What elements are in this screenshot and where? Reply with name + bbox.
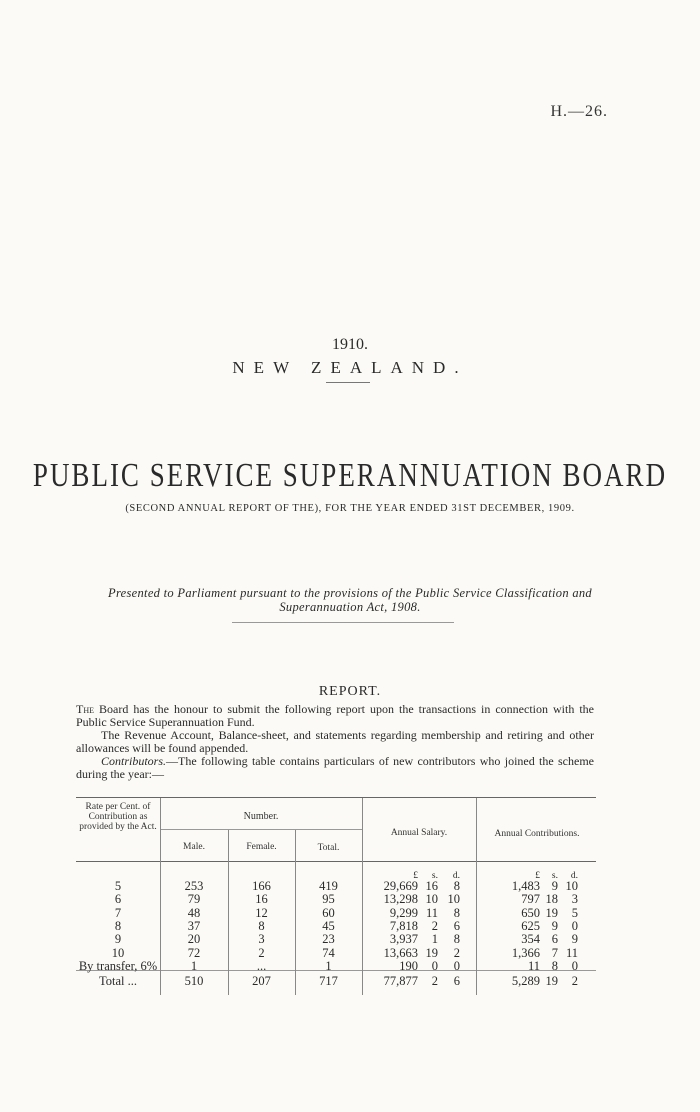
cell-sal-s: 16 [425, 879, 438, 893]
cell-con-l: 650 [521, 905, 540, 920]
header-total: Total. [317, 843, 340, 853]
divider [232, 622, 454, 623]
cell-male: 79 [187, 892, 201, 907]
cell-total: 45 [322, 918, 335, 933]
document-subtitle: (SECOND ANNUAL REPORT OF THE), FOR THE YEAR ENDED 31ST DECEMBER, 1909. [125, 503, 575, 514]
cell-con-s: 6 [551, 932, 558, 947]
section-label: Contributors. [101, 754, 167, 768]
cell-sal-s: 2 [431, 918, 438, 933]
country-name: NEW ZEALAND. [232, 358, 468, 377]
header-male: Male. [183, 842, 205, 852]
cell-female: 2 [258, 945, 265, 960]
cell-total: 74 [322, 945, 335, 960]
table-header-rule [76, 861, 596, 862]
cell-con-s: 8 [551, 958, 558, 973]
cell-male: 48 [187, 905, 201, 920]
cell-con-l: 5,289 [511, 974, 540, 988]
cell-sal-s: 19 [425, 945, 438, 960]
document-title: PUBLIC SERVICE SUPERANNUATION BOARD [32, 456, 668, 494]
cell-sal-d: 8 [453, 879, 460, 893]
cell-sal-d: 0 [453, 958, 460, 973]
cell-con-d: 2 [571, 974, 578, 988]
cell-total: 23 [322, 932, 335, 947]
cell-sal-d: 2 [453, 945, 460, 960]
cell-sal-d: 8 [453, 905, 460, 920]
cell-sal-d: 10 [447, 892, 460, 907]
cell-rate: 8 [114, 918, 122, 933]
column-divider [476, 798, 477, 995]
cell-female: 166 [252, 879, 271, 893]
paragraph-contributors [76, 755, 594, 781]
number-underline [160, 829, 362, 830]
paragraph-intro [76, 703, 594, 729]
cell-male: 37 [187, 918, 201, 933]
cell-total: 717 [319, 974, 338, 988]
cell-con-s: 9 [551, 918, 558, 933]
cell-sal-s: 1 [431, 932, 438, 947]
cell-con-s: 9 [551, 879, 558, 893]
cell-sal-l: 13,663 [383, 945, 418, 960]
paragraph-text: —The following table contains particulars of new contributors who joined the scheme during the year:— [76, 754, 594, 781]
page-reference: H.—26. [550, 103, 608, 120]
unit-shillings: s. [551, 871, 558, 881]
cell-female: 207 [252, 974, 271, 988]
cell-sal-d: 6 [453, 974, 460, 988]
cell-female: 12 [255, 905, 268, 920]
table-top-rule [76, 797, 596, 798]
cell-con-l: 625 [521, 918, 540, 933]
cell-sal-l: 7,818 [389, 918, 418, 933]
cell-sal-l: 190 [399, 958, 418, 973]
cell-con-l: 11 [527, 958, 540, 973]
cell-female: 3 [258, 932, 265, 947]
cell-con-s: 19 [545, 974, 558, 988]
cell-rate: Total ... [98, 974, 137, 988]
cell-con-l: 797 [521, 892, 540, 907]
cell-rate: 10 [111, 945, 125, 960]
unit-pence: d. [452, 871, 460, 881]
cell-rate: 9 [114, 932, 122, 947]
cell-total: 60 [322, 905, 335, 920]
divider [326, 382, 370, 383]
cell-male: 20 [187, 932, 201, 947]
unit-pounds: £ [413, 871, 418, 881]
cell-female: 8 [258, 918, 265, 933]
cell-sal-l: 3,937 [389, 932, 418, 947]
cell-con-s: 18 [545, 892, 558, 907]
unit-pence: d. [570, 871, 578, 881]
cell-con-l: 1,483 [511, 879, 540, 893]
cell-rate: 5 [114, 879, 122, 893]
cell-con-l: 354 [521, 932, 540, 947]
header-annual-contributions: Annual Contributions. [494, 829, 580, 839]
lead-word: The [76, 702, 94, 716]
unit-shillings: s. [431, 871, 438, 881]
cell-male: 253 [184, 879, 204, 893]
cell-con-d: 5 [571, 905, 578, 920]
cell-con-d: 3 [571, 892, 578, 907]
presented-line-1: Presented to Parliament pursuant to the provisions of the Public Service Classification and [108, 586, 592, 600]
report-heading: REPORT. [318, 684, 382, 699]
cell-sal-s: 2 [431, 974, 438, 988]
cell-con-d: 9 [571, 932, 578, 947]
presented-note [80, 586, 620, 614]
presented-line-2: Superannuation Act, 1908. [279, 600, 421, 614]
header-female: Female. [246, 842, 277, 852]
cell-con-d: 0 [571, 958, 578, 973]
cell-rate: 7 [114, 905, 122, 920]
cell-con-s: 7 [551, 945, 558, 960]
cell-sal-l: 9,299 [389, 905, 418, 920]
cell-male: 1 [190, 958, 198, 973]
report-year: 1910. [332, 336, 368, 353]
cell-total: 1 [325, 958, 332, 973]
header-rate: Rate per Cent. of Contribution as provided by the Act. [79, 802, 157, 832]
cell-total: 95 [322, 892, 335, 907]
paragraph-text: Board has the honour to submit the following report upon the transactions in connection with the Public Service Superannuation Fund. [76, 702, 594, 729]
cell-male: 72 [187, 945, 201, 960]
cell-con-d: 0 [571, 918, 578, 933]
header-number: Number. [243, 811, 279, 822]
cell-sal-d: 8 [453, 932, 460, 947]
cell-female: 16 [255, 892, 268, 907]
cell-sal-s: 10 [425, 892, 438, 907]
cell-con-l: 1,366 [511, 945, 540, 960]
cell-sal-l: 29,669 [383, 879, 418, 893]
paragraph-appendices: The Revenue Account, Balance-sheet, and statements regarding membership and retiring and other allowances will be found appended. [76, 728, 594, 755]
cell-sal-s: 11 [425, 905, 438, 920]
cell-con-s: 19 [545, 905, 558, 920]
cell-sal-l: 77,877 [383, 974, 418, 988]
cell-male: 510 [184, 974, 204, 988]
cell-rate: By transfer, 6% [78, 958, 158, 973]
cell-female: ... [256, 958, 267, 973]
cell-sal-l: 13,298 [383, 892, 418, 907]
cell-sal-s: 0 [431, 958, 438, 973]
cell-con-d: 10 [565, 879, 578, 893]
cell-sal-d: 6 [453, 918, 460, 933]
cell-rate: 6 [114, 892, 122, 907]
cell-total: 419 [319, 879, 338, 893]
cell-con-d: 11 [565, 945, 578, 960]
unit-pounds: £ [535, 871, 540, 881]
header-annual-salary: Annual Salary. [390, 828, 448, 838]
